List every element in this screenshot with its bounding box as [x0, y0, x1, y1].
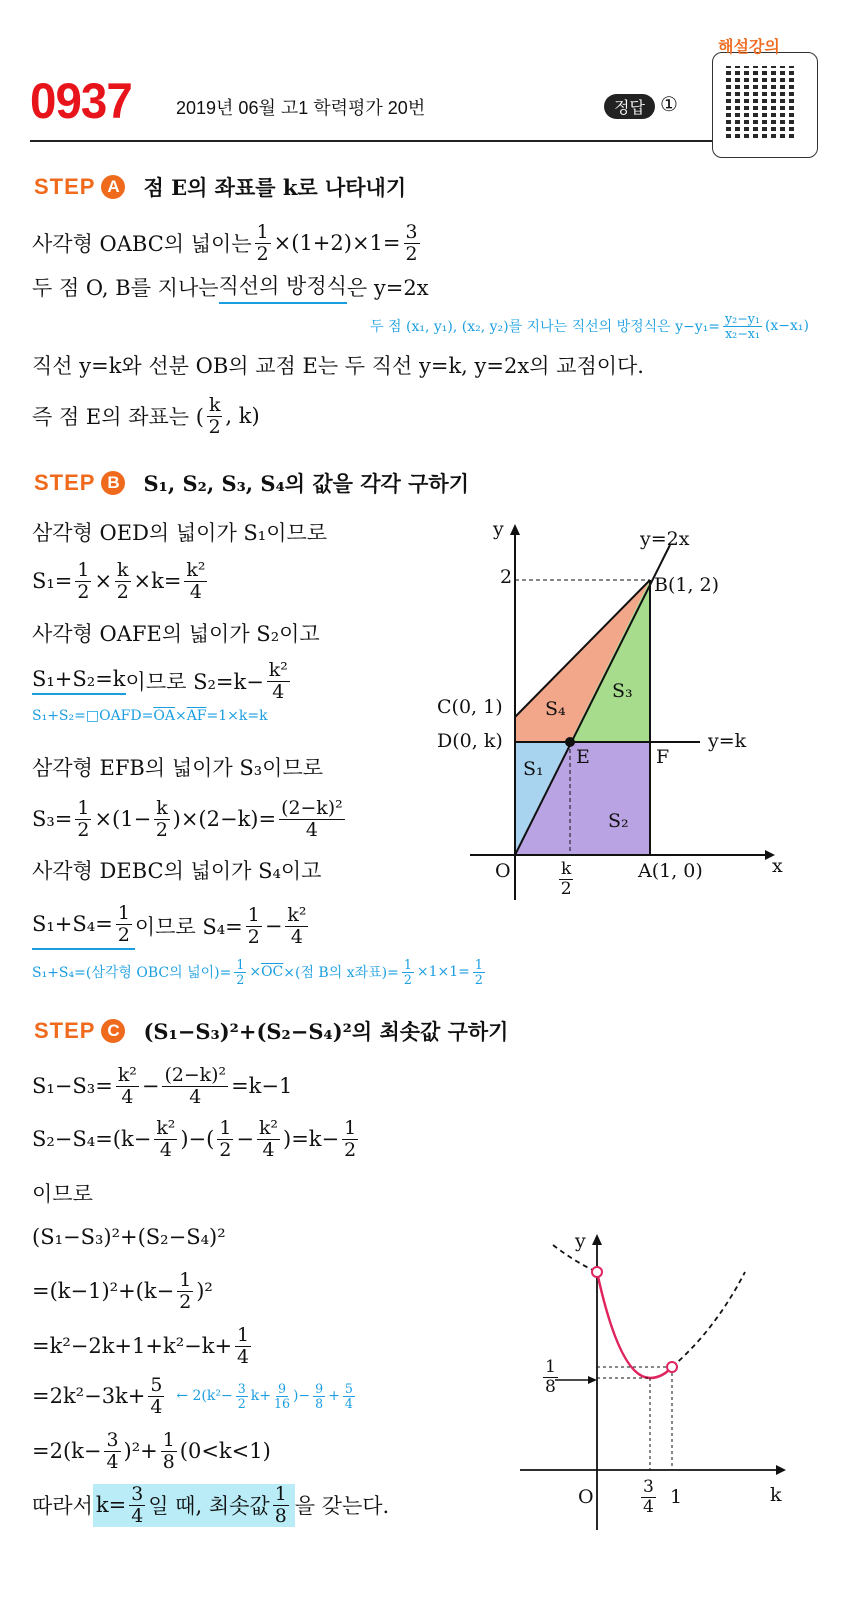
- fraction-numerator: 5: [344, 1380, 353, 1396]
- fraction-numerator: 1: [236, 957, 245, 972]
- text-run: ×(점 B의 x좌표)=: [283, 965, 399, 982]
- fraction-numerator: 1: [344, 1117, 357, 1139]
- text-run: 두 점 (x₁, y₁), (x₂, y₂)를 지나는 직선의 방정식은 y−y₁=: [370, 319, 721, 336]
- fraction-denominator: 2: [344, 1138, 357, 1161]
- fraction-denominator: 4: [237, 1345, 250, 1368]
- fraction-denominator: 2: [474, 971, 483, 987]
- y-axis-arrow-icon: [592, 1234, 602, 1245]
- text-run: =(k−1)²+(k−: [32, 1279, 175, 1304]
- fraction-denominator: 2: [237, 1395, 246, 1411]
- text-run: ×(1−: [94, 807, 152, 832]
- fraction-denominator: 4: [159, 1138, 172, 1161]
- diagram-label: S₄: [545, 698, 566, 720]
- fraction-numerator: 9: [277, 1380, 286, 1396]
- label-three-quarters: [638, 1478, 659, 1517]
- text-run: S₁+S₂=□OAFD=: [32, 708, 154, 724]
- text-run: 직선 y=k와 선분 OB의 교점 E는 두 직선 y=k, y=2x의 교점이다.: [32, 354, 644, 378]
- fraction-denominator: 4: [150, 1395, 163, 1418]
- diagram-label: y=2x: [640, 528, 690, 550]
- text-run: −: [141, 1074, 160, 1099]
- diagram-label: F: [656, 746, 670, 768]
- overline-segment: $\overline{AF}$: [186, 708, 207, 724]
- text-run: =2k²−3k+: [32, 1384, 146, 1409]
- fraction-numerator: k²: [258, 1117, 279, 1139]
- fraction-denominator: 2: [208, 415, 221, 438]
- step-title: S₁, S₂, S₃, S₄의 값을 각각 구하기: [143, 471, 470, 496]
- graph-label: 1: [670, 1486, 683, 1508]
- graph-label: k: [770, 1484, 782, 1506]
- text-run: ×: [174, 708, 187, 724]
- text-run: =1×k=k: [206, 708, 268, 724]
- fraction-numerator: k²: [186, 559, 206, 581]
- text-run: 이므로 S₄=: [134, 915, 243, 940]
- problem-number: 0937: [30, 73, 132, 129]
- text-run: ×(1+2)×1=: [273, 231, 401, 256]
- text-run: S₁−S₃=: [32, 1074, 113, 1099]
- fraction-numerator: k: [561, 859, 572, 879]
- fraction-numerator: 1: [77, 559, 90, 581]
- fraction-numerator: 3: [237, 1380, 246, 1396]
- text-run: 은 y=2x: [346, 276, 429, 300]
- fraction-numerator: 9: [315, 1380, 324, 1396]
- fraction-denominator: 8: [545, 1376, 556, 1397]
- step-letter-badge: B: [101, 471, 125, 495]
- text-run: )−: [292, 1388, 311, 1405]
- fraction-denominator: 4: [131, 1504, 144, 1527]
- graph-label: O: [578, 1486, 594, 1508]
- text-run: , k): [225, 404, 260, 429]
- fraction-numerator: 1: [237, 1324, 250, 1346]
- parabola-solid-segment: [597, 1272, 672, 1378]
- diagram-label: y=k: [708, 730, 747, 752]
- fraction-denominator: 8: [315, 1395, 324, 1411]
- fraction-numerator: k: [117, 559, 129, 581]
- fraction-denominator: 2: [247, 925, 260, 948]
- diagram-label: D(0, k): [437, 730, 503, 752]
- fraction-denominator: 4: [290, 925, 303, 948]
- fraction-denominator: 8: [274, 1504, 287, 1527]
- fraction-numerator: 1: [474, 957, 483, 972]
- text-run: ← 2(k²−: [167, 1388, 233, 1405]
- open-point-k0: [592, 1267, 602, 1277]
- text-run: −: [236, 1127, 254, 1152]
- diagram-label: S₃: [612, 680, 633, 702]
- text-run: S₂−S₄=(k−: [32, 1127, 152, 1152]
- fraction-denominator: 2: [219, 1138, 232, 1161]
- fraction-denominator: 8: [162, 1450, 175, 1473]
- text-run: )²: [196, 1279, 213, 1304]
- text-run: )²+: [123, 1439, 158, 1464]
- text-run: =2(k−: [32, 1439, 102, 1464]
- fraction-denominator: 4: [305, 818, 318, 841]
- fraction-numerator: k²: [268, 659, 288, 681]
- step-label: STEP: [34, 174, 96, 199]
- text-run: )×(2−k)=: [172, 807, 277, 832]
- overline-segment: $\overline{OA}$: [153, 708, 175, 724]
- text-run: 을 갖는다.: [294, 1494, 390, 1519]
- fraction-denominator: 2: [117, 923, 130, 946]
- fraction-denominator: 4: [189, 580, 202, 603]
- fraction-numerator: 3: [643, 1477, 654, 1497]
- fraction-denominator: 2: [77, 818, 90, 841]
- fraction-numerator: k: [208, 394, 221, 416]
- fraction-numerator: 5: [150, 1374, 163, 1396]
- fraction-denominator: 2: [236, 971, 245, 987]
- diagram-label: B(1, 2): [654, 574, 720, 596]
- text-run: 사각형 OABC의 넓이는: [32, 232, 252, 257]
- diagram-label: A(1, 0): [638, 860, 703, 882]
- fraction-numerator: 1: [274, 1483, 287, 1505]
- fraction-denominator: 4: [189, 1085, 202, 1108]
- text-run: k+: [250, 1388, 271, 1405]
- step-title: (S₁−S₃)²+(S₂−S₄)²의 최솟값 구하기: [143, 1019, 509, 1044]
- text-run: S₁+S₄=: [32, 912, 113, 937]
- fraction-denominator: 2: [405, 242, 418, 265]
- fraction-denominator: 2: [155, 818, 168, 841]
- label-one-eighth: [540, 1358, 561, 1397]
- diagram-label: x: [772, 855, 783, 877]
- text-run: S₁+S₂=k: [32, 667, 126, 692]
- fraction-numerator: k: [156, 797, 168, 819]
- fraction-numerator: 3: [131, 1483, 144, 1505]
- text-run: −: [264, 914, 283, 939]
- diagram-label: y: [493, 518, 504, 540]
- fraction-numerator: y₂−y₁: [725, 311, 760, 326]
- text-run: k=: [95, 1493, 127, 1518]
- open-point-k1: [667, 1362, 677, 1372]
- text-run: (0<k<1): [179, 1439, 271, 1464]
- fraction-numerator: 3: [405, 221, 418, 243]
- text-run: 삼각형 EFB의 넓이가 S₃이므로: [32, 756, 324, 780]
- diagram-label: E: [576, 746, 590, 768]
- fraction-denominator: 2: [179, 1290, 192, 1313]
- fraction-numerator: 1: [219, 1117, 232, 1139]
- step-title: 점 E의 좌표를 k로 나타내기: [143, 175, 407, 200]
- text-run: 즉 점 E의 좌표는 (: [32, 405, 204, 430]
- fraction-denominator: 16: [273, 1395, 290, 1411]
- diagram-label: 2: [500, 566, 513, 588]
- text-run: +: [328, 1388, 340, 1405]
- text-run: S₁=: [32, 569, 73, 594]
- text-run: 직선의 방정식: [218, 274, 347, 298]
- text-run: 일 때, 최솟값: [148, 1494, 270, 1519]
- text-run: 두 점 O, B를 지나는: [32, 276, 219, 300]
- fraction-numerator: 1: [545, 1357, 556, 1377]
- fraction-numerator: 1: [77, 797, 90, 819]
- diagram-label: O: [495, 860, 511, 882]
- text-run: S₃=: [32, 807, 73, 832]
- text-run: =k−1: [231, 1074, 293, 1099]
- fraction-denominator: 2: [256, 242, 269, 265]
- text-run: 사각형 DEBC의 넓이가 S₄이고: [32, 859, 322, 883]
- step-label: STEP: [34, 470, 96, 495]
- text-run: ×k=: [133, 569, 182, 594]
- text-run: S₁+S₄=(삼각형 OBC의 넓이)=: [32, 965, 232, 982]
- text-run: 이므로: [32, 1182, 93, 1206]
- step-letter-badge: C: [101, 1019, 125, 1043]
- parabola-dashed-right: [672, 1272, 745, 1367]
- step-letter-badge: A: [101, 175, 125, 199]
- diagram-label: S₂: [608, 810, 629, 832]
- text-run: =k²−2k+1+k²−k+: [32, 1334, 233, 1359]
- text-run: )=k−: [283, 1127, 340, 1152]
- fraction-numerator: 1: [117, 902, 130, 924]
- fraction-denominator: 2: [77, 580, 90, 603]
- fraction-denominator: 4: [106, 1450, 119, 1473]
- fraction-numerator: 1: [247, 904, 260, 926]
- text-run: (S₁−S₃)²+(S₂−S₄)²: [32, 1225, 226, 1249]
- fraction-denominator: 4: [643, 1496, 654, 1517]
- text-run: 따라서: [32, 1494, 93, 1519]
- fraction-denominator: 2: [403, 971, 412, 987]
- text-run: 사각형 OAFE의 넓이가 S₂이고: [32, 622, 320, 646]
- text-run: ×: [94, 569, 113, 594]
- fraction-numerator: 1: [162, 1429, 175, 1451]
- overline-segment: $\overline{OC}$: [261, 964, 284, 981]
- fraction-numerator: k²: [117, 1064, 137, 1086]
- fraction-numerator: 1: [256, 221, 269, 243]
- answer-value: ①: [660, 92, 678, 116]
- x-axis-arrow-icon: [776, 1465, 786, 1475]
- fraction-numerator: (2−k)²: [281, 797, 343, 819]
- fraction-denominator: 4: [262, 1138, 275, 1161]
- graph-label: y: [575, 1230, 586, 1252]
- fraction-numerator: 1: [179, 1269, 192, 1291]
- diagram-label: S₁: [523, 758, 544, 780]
- fraction-numerator: 1: [403, 957, 412, 972]
- fraction-denominator: x₂−x₁: [725, 325, 760, 341]
- text-run: (x−x₁): [764, 318, 809, 335]
- fraction-denominator: 4: [344, 1395, 353, 1411]
- qr-title: 해설강의: [718, 39, 780, 56]
- text-run: 삼각형 OED의 넓이가 S₁이므로: [32, 521, 328, 545]
- text-run: )−(: [180, 1127, 215, 1152]
- fraction-denominator: 4: [121, 1085, 134, 1108]
- fraction-numerator: k²: [156, 1117, 176, 1139]
- text-run: ×: [249, 964, 262, 981]
- step-label: STEP: [34, 1018, 96, 1043]
- fraction-numerator: k²: [287, 904, 307, 926]
- text-run: 이므로 S₂=k−: [125, 670, 264, 695]
- text-run: ×1×1=: [416, 964, 470, 981]
- fraction-numerator: (2−k)²: [164, 1064, 227, 1086]
- fraction-denominator: 2: [560, 878, 572, 899]
- fraction-denominator: 2: [116, 580, 129, 603]
- diagram-label: C(0, 1): [437, 696, 503, 718]
- min-arrow-icon: [588, 1376, 597, 1384]
- fraction-numerator: 3: [106, 1429, 119, 1451]
- answer-badge: 정답: [604, 94, 655, 119]
- fraction-denominator: 4: [272, 680, 285, 703]
- problem-source: 2019년 06월 고1 학력평가 20번: [176, 98, 426, 118]
